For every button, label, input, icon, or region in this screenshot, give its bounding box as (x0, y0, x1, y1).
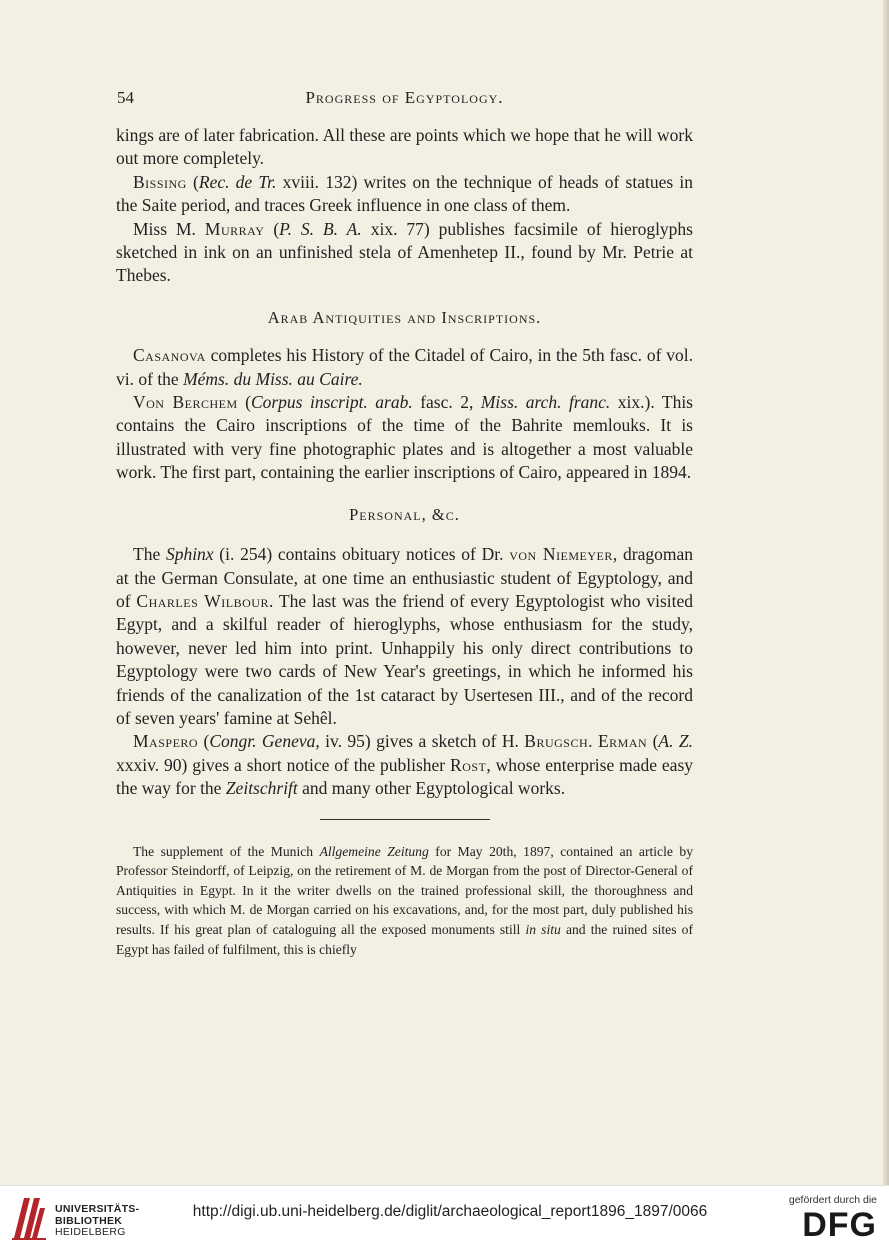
person-name: Brugsch (524, 731, 589, 752)
citation-italic: Rec. de Tr. (198, 171, 277, 192)
text-run: , dragoman at the German Consulate, at one time an enthusiastic student of Egyptology, and of (116, 544, 693, 611)
text-run: ( (647, 731, 659, 752)
author-name: Casanova (133, 345, 206, 366)
paragraph-sphinx (116, 543, 693, 730)
library-name-line: UNIVERSITÄTS- (55, 1203, 140, 1215)
text-run: fasc. 2, (412, 392, 481, 413)
section-heading-personal: Personal, &c. (349, 504, 460, 524)
text-run: ( (198, 731, 210, 752)
author-name: Maspero (133, 731, 199, 752)
citation-italic: Sphinx (165, 544, 214, 565)
text-run: (i. 254) contains obituary notices of Dr. (213, 544, 510, 565)
running-head (117, 88, 692, 110)
citation-italic: Congr. Geneva, (209, 731, 320, 752)
author-name: Erman (597, 731, 648, 752)
text-run: xix. 77) publishes facsimile of hieroglyphs sketched in ink on an unfinished stela of Amenhetep II., found by Mr. Petrie at Thebes. (116, 218, 693, 286)
person-name: von Niemeyer (509, 544, 613, 565)
author-name: Bissing (133, 171, 187, 192)
text-run: . (588, 731, 598, 752)
university-library-logo-icon (10, 1194, 48, 1242)
library-name-line: HEIDELBERG (55, 1226, 126, 1238)
paragraph-bissing (116, 171, 693, 218)
text-run: ( (264, 218, 280, 239)
paragraph-murray (116, 218, 693, 288)
citation-italic: Allgemeine Zeitung (319, 843, 429, 859)
text-run: iv. 95) gives a sketch of H. (319, 731, 525, 752)
citation-italic: Miss. arch. franc. (480, 392, 611, 413)
text-run: The supplement of the Munich (133, 843, 320, 859)
author-name: Murray (204, 218, 265, 239)
text-run: Miss M. (133, 218, 205, 239)
text-run: The (133, 544, 166, 565)
citation-italic: A. Z. (658, 731, 693, 752)
page-number: 54 (117, 88, 134, 107)
citation-italic: Zeitschrift (225, 778, 298, 799)
permalink-url[interactable]: http://digi.ub.uni-heidelberg.de/diglit/archaeological_report1896_1897/0066 (192, 1203, 708, 1220)
text-run: and many other Egyptological works. (297, 778, 566, 799)
footnote-paragraph (116, 842, 693, 960)
body-text (116, 124, 693, 959)
text-run: , whose enterprise made easy the way for the (116, 754, 694, 799)
citation-italic: Méms. du Miss. au Caire. (183, 368, 363, 389)
paragraph-casanova (116, 344, 693, 391)
text-run: xxxiv. 90) gives a short notice of the publisher (116, 754, 451, 775)
footnote-divider (320, 819, 490, 820)
library-name-line: BIBLIOTHEK (55, 1214, 123, 1227)
text-run: ( (186, 171, 199, 192)
citation-italic: P. S. B. A. (279, 218, 362, 239)
text-run: completes his History of the Citadel of Cairo, in the 5th fasc. of vol. vi. of the (116, 345, 693, 389)
citation-italic: Corpus inscript. arab. (250, 392, 413, 413)
viewer-footer (0, 1185, 889, 1250)
paragraph-continued: kings are of later fabrication. All these are points which we hope that he will work out more completely. (116, 125, 693, 169)
text-run: for May 20th, 1897, contained an article by Professor Steindorff, of Leipzig, on the retirement of M. de Morgan from the post of Director-General of Antiquities in Egypt. In it the writer dwells on the trained professional skill, the thoroughness and success, with which M. de Morgan carried on his excavations, and, for the most part, duly published his results. If his great plan of cataloguing all the exposed monuments still (116, 843, 693, 937)
text-run: and the ruined sites of Egypt has failed of fulfilment, this is chiefly (116, 921, 693, 957)
text-run: xviii. 132) writes on the technique of heads of statues in the Saite period, and traces Greek influence in one class of them. (116, 171, 693, 216)
latin-italic: in situ (525, 921, 561, 937)
text-run: xix.). This contains the Cairo inscriptions of the time of the Bahrite memlouks. It is illustrated with very fine photographic plates and is altogether a most valuable work. The first part, containing the earlier inscriptions of Cairo, appeared in 1894. (116, 392, 693, 483)
sponsor-label: gefördert durch die (788, 1194, 877, 1206)
running-title: Progress of Egyptology. (305, 88, 504, 107)
section-heading-arab: Arab Antiquities and Inscriptions. (267, 307, 542, 327)
footnote (116, 842, 693, 960)
author-name: Von Berchem (133, 392, 238, 413)
text-run: . The last was the friend of every Egyptologist who visited Egypt, and a skilful reader of hieroglyphs, whose enthusiasm for the study, however, never led him into print. Unhappily his only direct contributions to Egyptology were two cards of New Year's greetings, in which he informed his friends of the canalization of the 1st cataract by Usertesen III., and of the record of seven years' famine at Sehêl. (116, 590, 694, 728)
text-run: ( (237, 392, 251, 413)
dfg-logo: DFG (802, 1206, 877, 1244)
library-name (55, 1204, 139, 1239)
paragraph-von-berchem (116, 391, 693, 485)
person-name: Charles Wilbour (136, 590, 269, 611)
paragraph-maspero (116, 730, 693, 800)
person-name: Rost (450, 754, 487, 775)
